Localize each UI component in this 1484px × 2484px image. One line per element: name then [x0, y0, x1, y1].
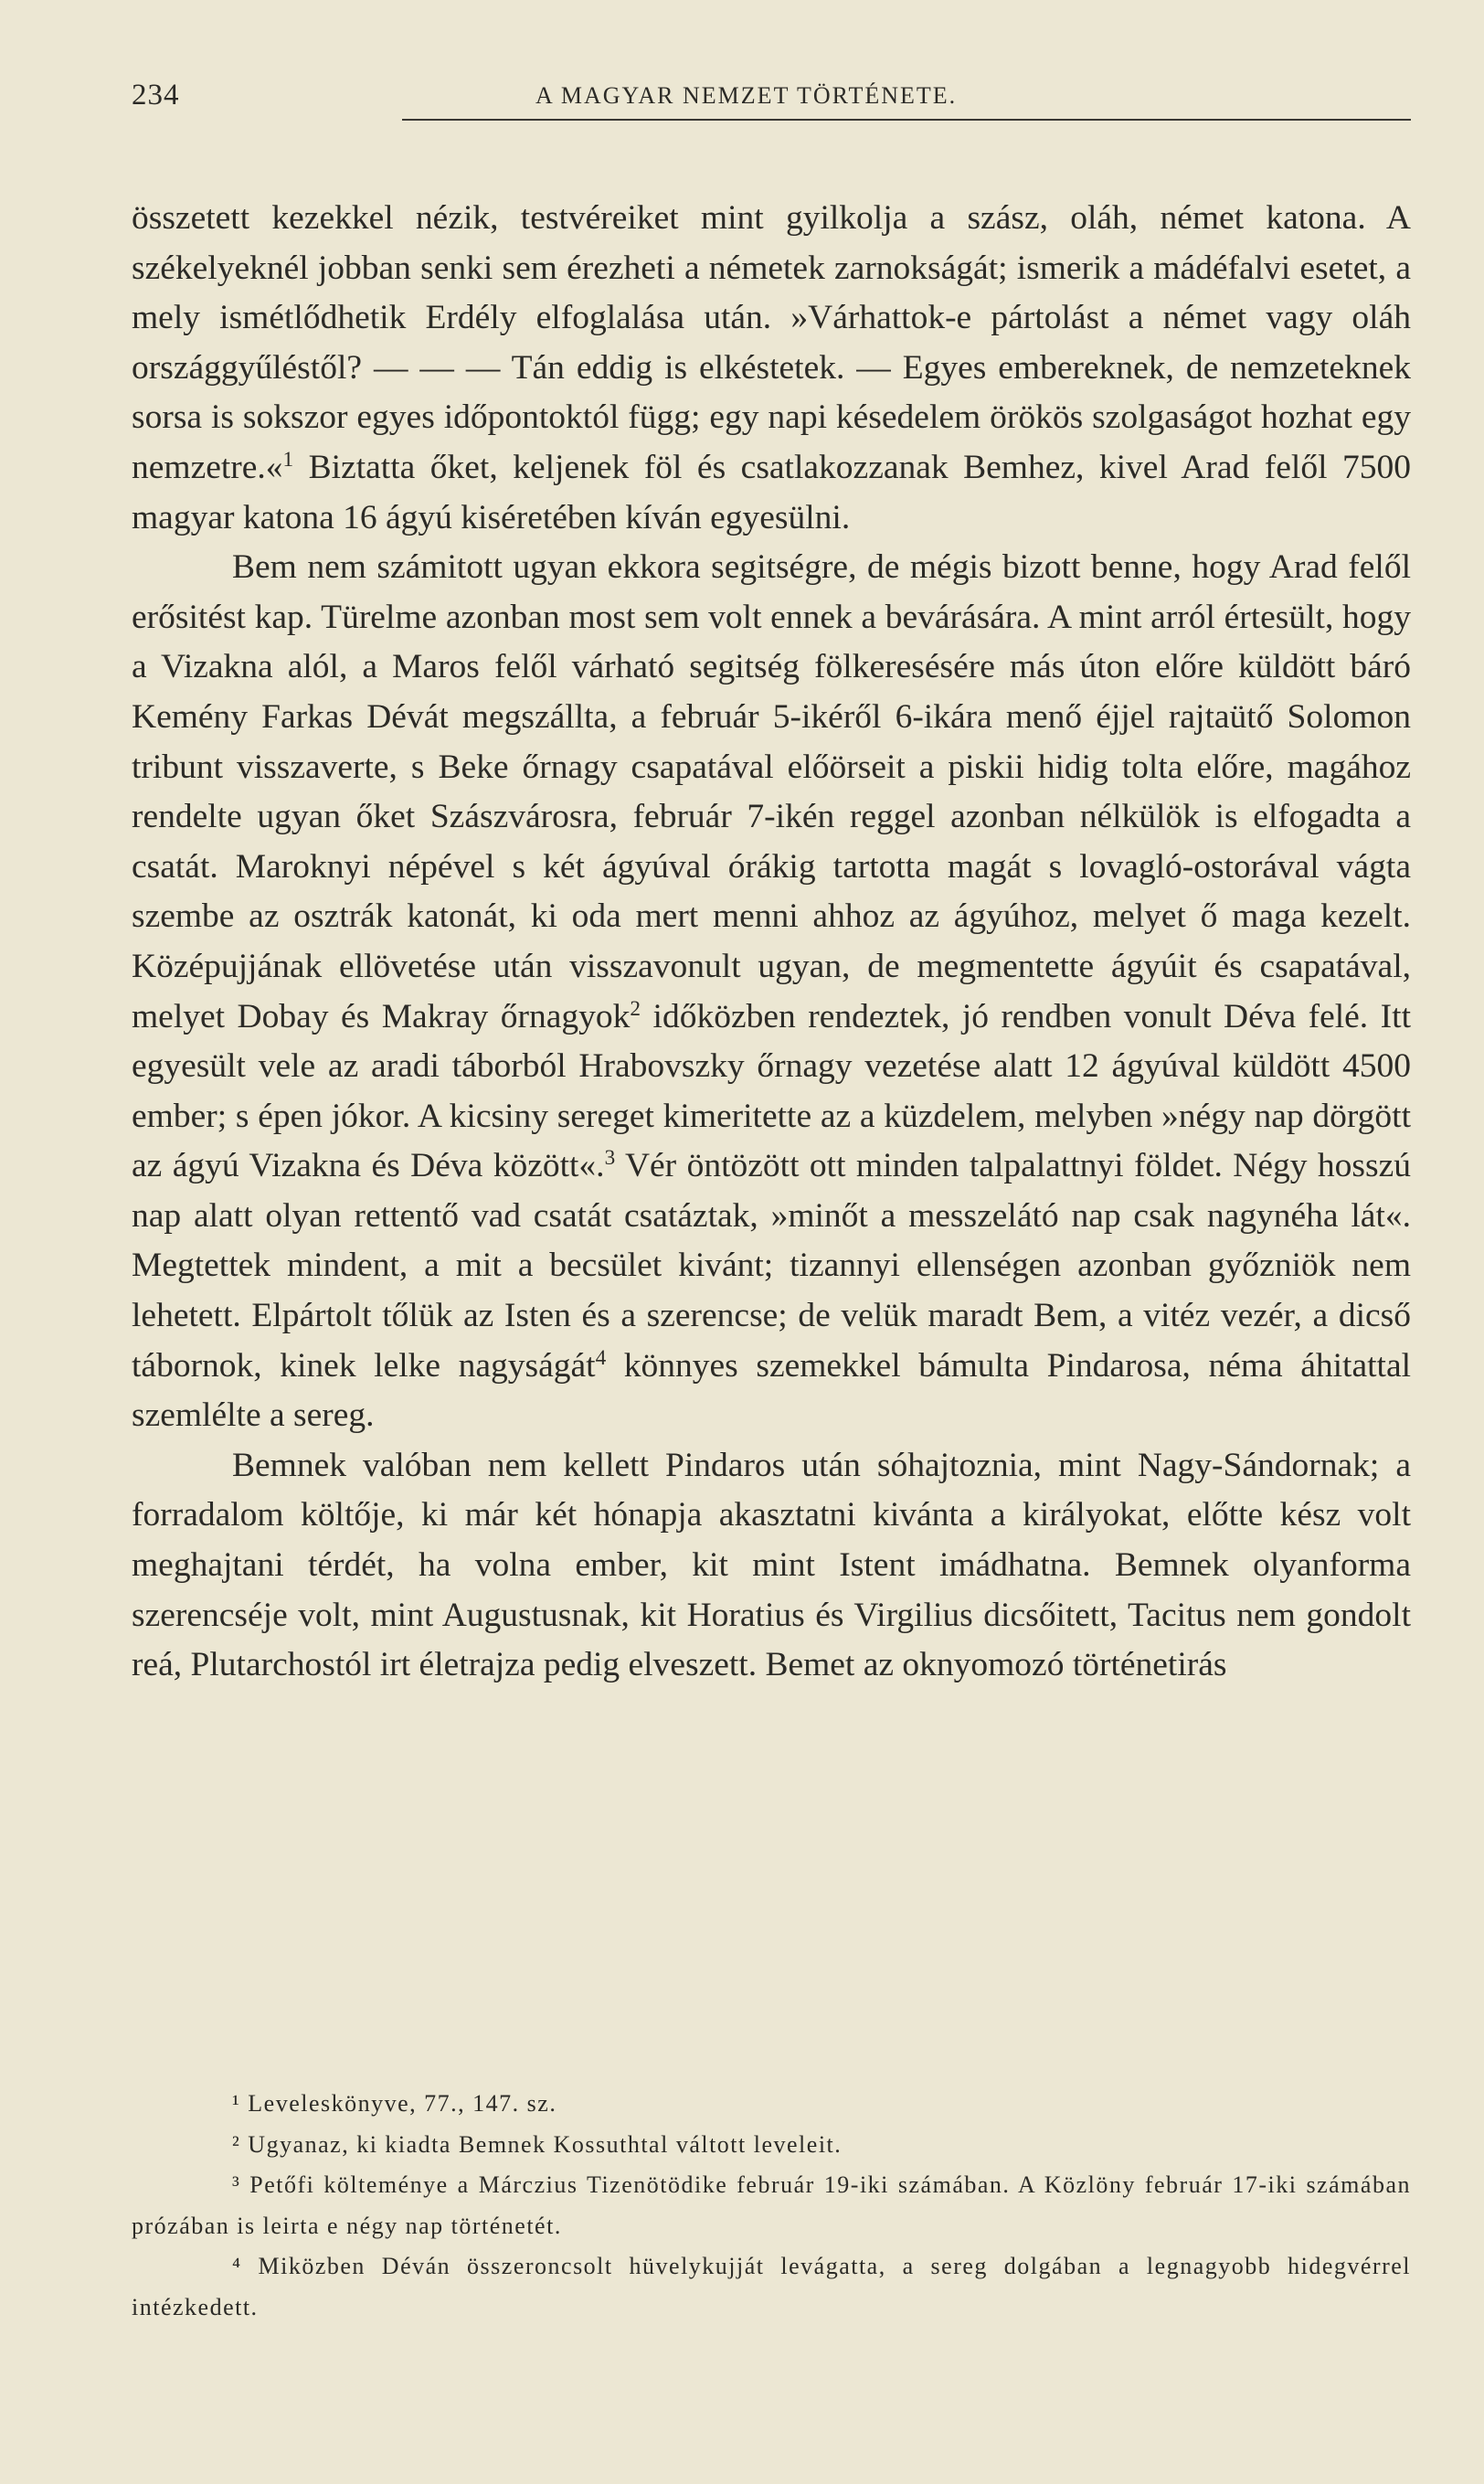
- paragraph-1: összetett kezekkel nézik, testvéreiket mint gyilkolja a szász, oláh, német katona. A székelyeknél jobban senki sem érezheti a németek zarnokságát; ismerik a mádéfalvi esetet, a mely ismétlődhetik Erdély elfoglalása után. »Várhattok-e pártolást a német vagy oláh országgyűléstől? — — — Tán eddig is elkéstetek. — Egyes embereknek, de nemzeteknek sorsa is sokszor egyes időpontoktól függ; egy napi késedelem örökös szolgaságot hozhat egy nemzetre.«$^1$ Biztatta őket, keljenek föl és csatlakozzanak Bemhez, kivel Arad felől 7500 magyar katona 16 ágyú kiséretében kíván egyesülni.: [132, 199, 1411, 536]
- footnote: ¹ Leveleskönyve, 77., 147. sz.: [232, 2090, 557, 2117]
- paragraph-3: Bemnek valóban nem kellett Pindaros után sóhajtoznia, mint Nagy-Sándornak; a forradalom költője, ki már két hónapja akasztatni kivánta a királyokat, előtte kész volt meghajtani térdét, ha volna ember, kit mint Istent imádhatna. Bemnek olyanforma szerencséje volt, mint Augustusnak, kit Horatius és Virgilius dicsőitett, Tacitus nem gondolt reá, Plutarchostól irt életrajza pedig elveszett. Bemet az oknyomozó történetirás: [132, 1446, 1411, 1684]
- body-text: [132, 194, 1411, 1691]
- page-header: [132, 79, 1411, 115]
- footnotes: [132, 2084, 1411, 2329]
- header-rule: [402, 119, 1411, 121]
- footnote-ref-4: 4: [595, 1345, 607, 1370]
- footnote: ⁴ Miközben Déván összeroncsolt hüvelykujját levágatta, a sereg dolgában a legnagyobb hidegvérrel intézkedett.: [132, 2253, 1412, 2320]
- running-head: A MAGYAR NEMZET TÖRTÉNETE.: [535, 82, 958, 109]
- footnote-ref-1: 1: [282, 448, 294, 472]
- footnote: ³ Petőfi költeménye a Márczius Tizenötödike február 19-iki számában. A Közlöny február 17-iki számában prózában is leirta e négy nap történetét.: [132, 2171, 1411, 2239]
- footnote-ref-3: 3: [604, 1146, 616, 1171]
- footnote-ref-2: 2: [630, 996, 641, 1021]
- footnote: ² Ugyanaz, ki kiadta Bemnek Kossuthtal váltott leveleit.: [232, 2130, 843, 2158]
- paragraph-2: Bem nem számitott ugyan ekkora segitségre, de mégis bizott benne, hogy Arad felől erősitést kap. Türelme azonban most sem volt ennek a bevárására. A mint arról értesült, hogy a Vizakna alól, a Maros felől várható segitség fölkeresésére más úton előre küldött báró Kemény Farkas Dévát megszállta, a február 5-ikéről 6-ikára menő éjjel rajtaütő Solomon tribunt visszaverte, s Beke őrnagy csapatával előörseit a piskii hidig tolta előre, magához rendelte ugyan őket Szászvárosra, február 7-ikén reggel azonban nélkülök is elfogadta a csatát. Maroknyi népével s két ágyúval órákig tartotta magát s lovagló-ostorával vágta szembe az osztrák katonát, ki oda mert menni ahhoz az ágyúhoz, melyet ő maga kezelt. Középujjának ellövetése után visszavonult ugyan, de megmentette ágyúit és csapatával, melyet Dobay és Makray őrnagyok$^2$ időközben rendeztek, jó rendben vonult Déva felé. Itt egyesült vele az aradi táborból Hrabovszky őrnagy vezetése alatt 12 ágyúval küldött 4500 ember; s épen jókor. A kicsiny sereget kimeritette az a küzdelem, melyben »négy nap dörgött az ágyú Vizakna és Déva között«.$^3$ Vér öntözött ott minden talpalattnyi földet. Négy hosszú nap alatt olyan rettentő vad csatát csatáztak, »minőt a messzelátó nap csak nagynéha lát«. Megtettek mindent, a mit a becsület kivánt; tizannyi ellenségen azonban győzniök nem lehetett. Elpártolt tőlük az Isten és a szerencse; de velük maradt Bem, a vitéz vezér, a dicső tábornok, kinek lelke nagyságát$^4$ könnyes szemekkel bámulta Pindarosa, néma áhitattal szemlélte a sereg.: [132, 548, 1412, 1435]
- page-number: 234: [132, 79, 180, 111]
